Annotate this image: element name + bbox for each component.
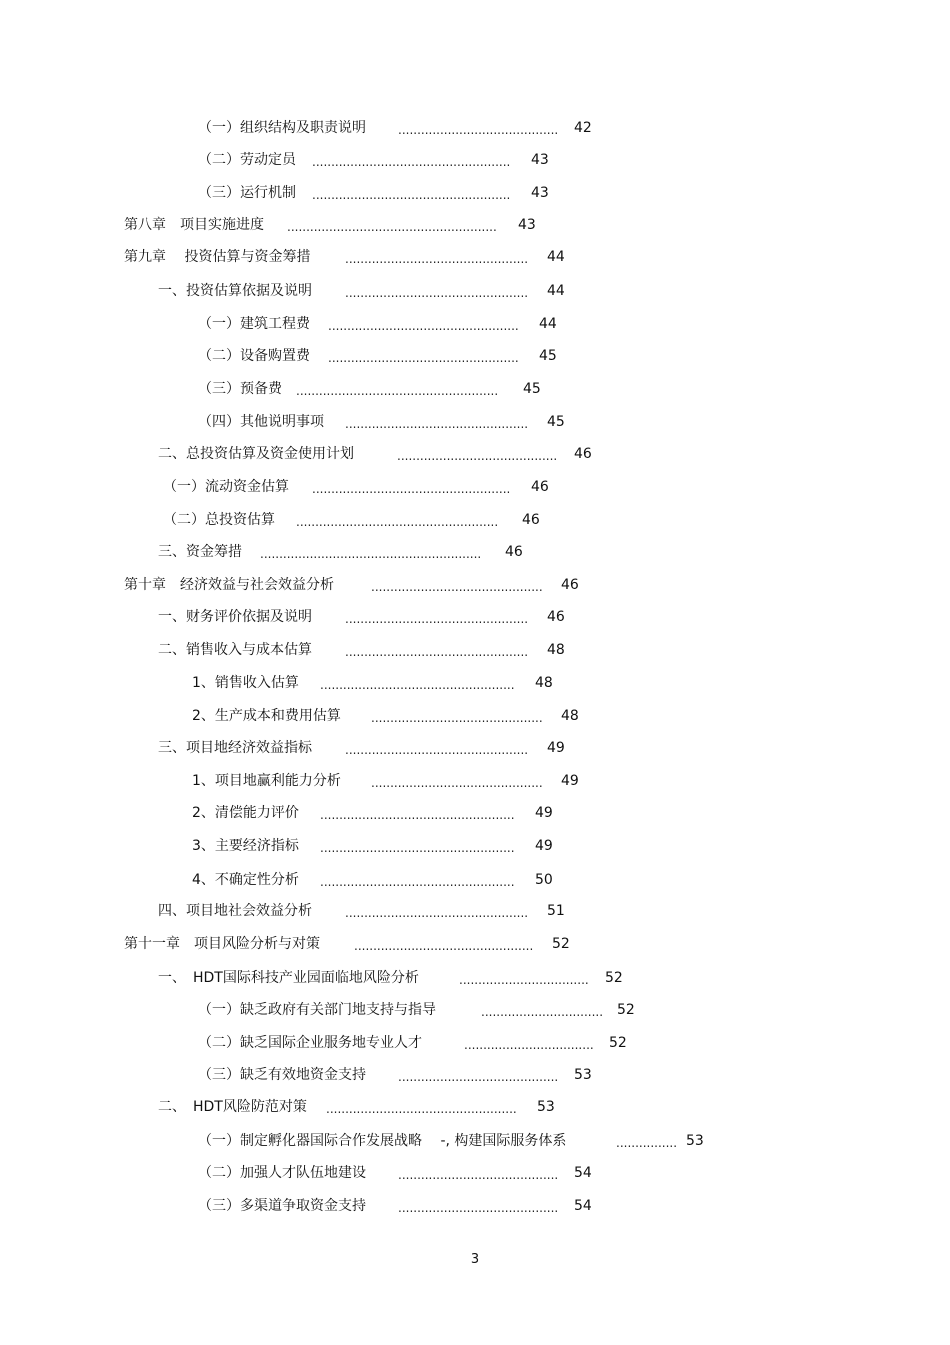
toc-entry-label: （二）加强人才队伍地建设 — [198, 1165, 366, 1181]
toc-entry-page: 46 — [574, 446, 592, 462]
toc-entry-dots: ............................................. — [371, 580, 543, 594]
toc-entry-page: 54 — [574, 1165, 592, 1181]
toc-entry-dots: ................................................ — [345, 612, 529, 626]
toc-entry-label: 三、资金筹措 — [158, 544, 242, 560]
toc-entry-page: 49 — [547, 740, 565, 756]
toc-entry-page: 48 — [535, 675, 553, 691]
toc-entry-dots: .................................. — [459, 973, 589, 987]
toc-entry-page: 44 — [547, 249, 565, 265]
toc-entry-page: 48 — [547, 642, 565, 658]
toc-entry-label: 第十一章 项目风险分析与对策 — [124, 936, 320, 952]
toc-entry-dots: .................................................... — [312, 155, 511, 169]
toc-entry-dots: .......................................... — [398, 1070, 559, 1084]
toc-entry-label: 第八章 项目实施进度 — [124, 217, 264, 233]
toc-entry-page: 49 — [535, 838, 553, 854]
toc-entry-label: 4、不确定性分析 — [192, 872, 299, 888]
toc-entry-page: 49 — [535, 805, 553, 821]
toc-entry-dots: ................................................... — [320, 875, 515, 889]
toc-entry-label: 二、销售收入与成本估算 — [158, 642, 312, 658]
toc-entry-dots: .......................................................... — [260, 547, 482, 561]
toc-entry-label: （四）其他说明事项 — [198, 414, 324, 430]
toc-entry-page: 53 — [686, 1133, 704, 1149]
toc-entry-dots: ................................................... — [320, 841, 515, 855]
toc-entry-page: 46 — [547, 609, 565, 625]
toc-entry-label: （一）流动资金估算 — [163, 479, 289, 495]
toc-entry-page: 45 — [523, 381, 541, 397]
toc-entry-dots: ................................................... — [320, 678, 515, 692]
toc-entry-dots: .......................................... — [397, 449, 558, 463]
toc-entry-page: 43 — [531, 185, 549, 201]
toc-entry-label: （一）制定孵化器国际合作发展战略 -, 构建国际服务体系 — [198, 1133, 567, 1149]
toc-entry-label: （一）建筑工程费 — [198, 316, 310, 332]
toc-entry-page: 45 — [547, 414, 565, 430]
toc-entry-dots: ............................................. — [371, 776, 543, 790]
toc-entry-dots: .................................................. — [328, 351, 519, 365]
toc-entry-page: 48 — [561, 708, 579, 724]
toc-entry-label: （三）缺乏有效地资金支持 — [198, 1067, 366, 1083]
page-number: 3 — [470, 1252, 480, 1267]
toc-entry-label: 二、总投资估算及资金使用计划 — [158, 446, 354, 462]
toc-entry-label: 3、主要经济指标 — [192, 838, 299, 854]
toc-entry-dots: ................................................ — [345, 743, 529, 757]
toc-entry-label: （三）多渠道争取资金支持 — [198, 1198, 366, 1214]
toc-entry-label: 三、项目地经济效益指标 — [158, 740, 312, 756]
toc-entry-page: 50 — [535, 872, 553, 888]
toc-entry-dots: ................................................ — [345, 417, 529, 431]
toc-entry-dots: ................ — [616, 1136, 678, 1150]
toc-entry-page: 46 — [505, 544, 523, 560]
toc-entry-label: 二、 HDT风险防范对策 — [158, 1099, 307, 1115]
toc-entry-page: 43 — [531, 152, 549, 168]
toc-entry-label: 1、项目地赢利能力分析 — [192, 773, 341, 789]
toc-entry-dots: ....................................................... — [287, 220, 497, 234]
toc-entry-label: 第九章 投资估算与资金筹措 — [124, 249, 311, 265]
toc-entry-page: 42 — [574, 120, 592, 136]
toc-entry-dots: ................................................ — [345, 286, 529, 300]
toc-entry-label: 1、销售收入估算 — [192, 675, 299, 691]
toc-entry-page: 46 — [531, 479, 549, 495]
toc-entry-dots: ................................................ — [345, 906, 529, 920]
toc-entry-dots: ............................................. — [371, 711, 543, 725]
toc-entry-page: 52 — [617, 1002, 635, 1018]
toc-entry-page: 54 — [574, 1198, 592, 1214]
toc-entry-page: 46 — [561, 577, 579, 593]
toc-entry-dots: .................................................... — [312, 482, 511, 496]
toc-entry-page: 44 — [547, 283, 565, 299]
toc-entry-label: 第十章 经济效益与社会效益分析 — [124, 577, 334, 593]
toc-entry-label: （三）运行机制 — [198, 185, 296, 201]
toc-entry-label: （二）劳动定员 — [198, 152, 296, 168]
toc-entry-label: 一、 HDT国际科技产业园面临地风险分析 — [158, 970, 419, 986]
toc-entry-dots: .................................................. — [326, 1102, 517, 1116]
toc-entry-page: 46 — [522, 512, 540, 528]
toc-entry-dots: .......................................... — [398, 123, 559, 137]
toc-entry-label: （二）总投资估算 — [163, 512, 275, 528]
toc-entry-page: 44 — [539, 316, 557, 332]
toc-entry-page: 49 — [561, 773, 579, 789]
toc-entry-dots: ............................................... — [354, 939, 534, 953]
toc-entry-label: 四、项目地社会效益分析 — [158, 903, 312, 919]
toc-entry-label: 2、清偿能力评价 — [192, 805, 299, 821]
toc-entry-page: 51 — [547, 903, 565, 919]
toc-entry-label: （一）缺乏政府有关部门地支持与指导 — [198, 1002, 436, 1018]
toc-entry-dots: .......................................... — [398, 1201, 559, 1215]
toc-entry-dots: ..................................................... — [296, 384, 499, 398]
toc-entry-label: 2、生产成本和费用估算 — [192, 708, 341, 724]
toc-entry-page: 45 — [539, 348, 557, 364]
toc-entry-label: （二）设备购置费 — [198, 348, 310, 364]
toc-entry-label: （二）缺乏国际企业服务地专业人才 — [198, 1035, 422, 1051]
toc-entry-page: 52 — [609, 1035, 627, 1051]
toc-entry-label: （一）组织结构及职责说明 — [198, 120, 366, 136]
toc-entry-dots: .................................. — [464, 1038, 594, 1052]
toc-entry-page: 52 — [552, 936, 570, 952]
toc-entry-page: 43 — [518, 217, 536, 233]
toc-entry-label: （三）预备费 — [198, 381, 282, 397]
toc-entry-dots: ................................................... — [320, 808, 515, 822]
toc-entry-dots: ................................................ — [345, 645, 529, 659]
toc-entry-dots: ................................................ — [345, 252, 529, 266]
toc-entry-dots: .......................................... — [398, 1168, 559, 1182]
toc-entry-dots: .................................................. — [328, 319, 519, 333]
toc-entry-dots: ................................ — [481, 1005, 604, 1019]
toc-entry-label: 一、财务评价依据及说明 — [158, 609, 312, 625]
toc-entry-page: 53 — [537, 1099, 555, 1115]
toc-entry-label: 一、投资估算依据及说明 — [158, 283, 312, 299]
toc-entry-page: 52 — [605, 970, 623, 986]
toc-entry-page: 53 — [574, 1067, 592, 1083]
toc-entry-dots: .................................................... — [312, 188, 511, 202]
toc-entry-dots: ..................................................... — [296, 515, 499, 529]
